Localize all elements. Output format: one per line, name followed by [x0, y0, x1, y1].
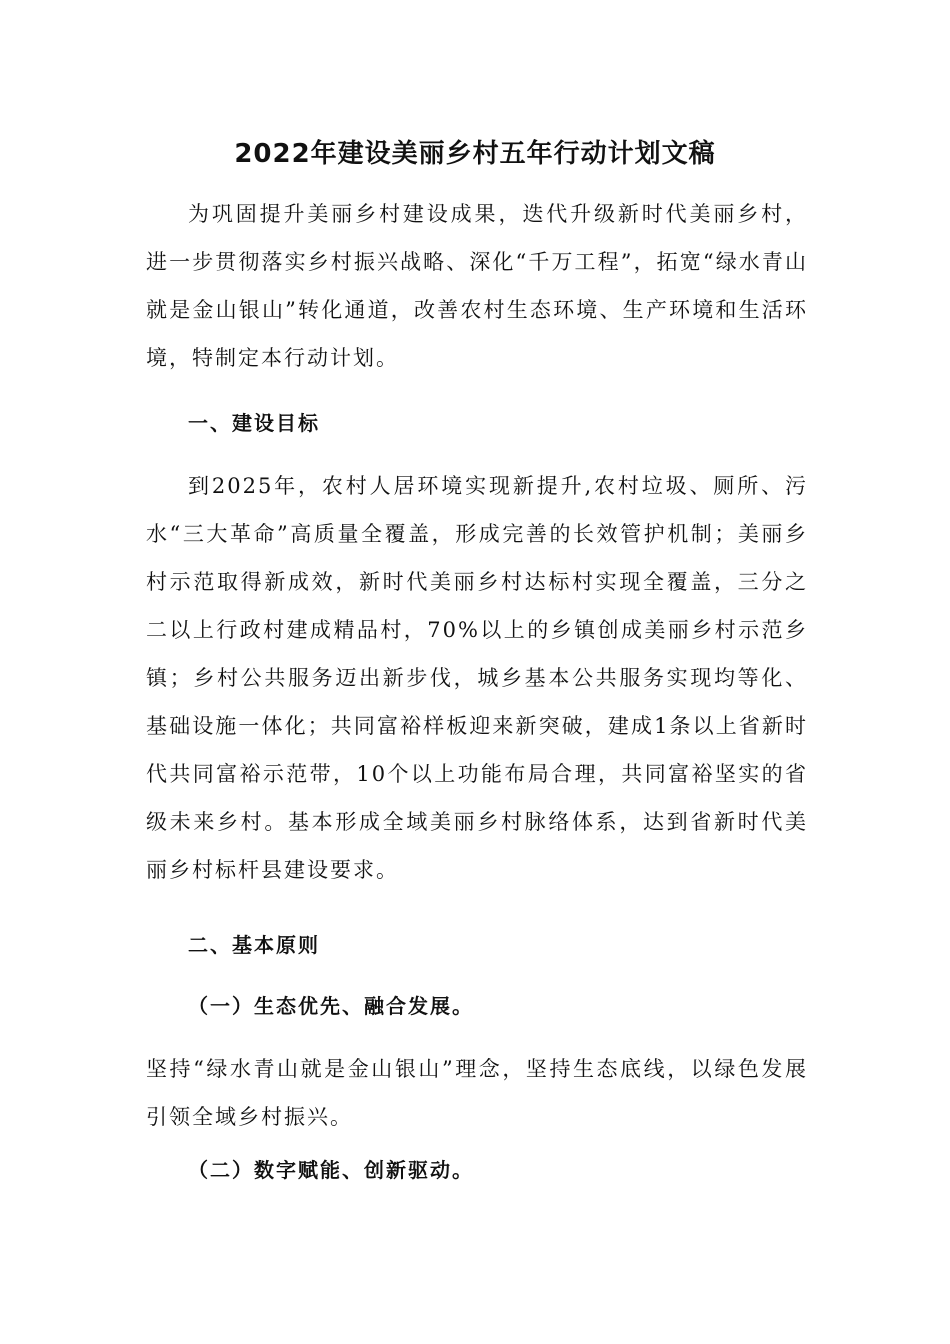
document-title: 2022年建设美丽乡村五年行动计划文稿 — [234, 139, 716, 169]
principle-heading-1: （一）生态优先、融合发展。 — [188, 994, 474, 1018]
goals-paragraph: 到2025年，农村人居环境实现新提升,农村垃圾、厕所、污水“三大革命”高质量全覆盖，形成完善的长效管护机制；美丽乡村示范取得新成效，新时代美丽乡村达标村实现全覆盖，三分之二以上行政村建成精品村，70%以上的乡镇创成美丽乡村示范乡镇；乡村公共服务迈出新步伐，城乡基本公共服务实现均等化、基础设施一体化；共同富裕样板迎来新突破，建成1条以上省新时代共同富裕示范带，10个以上功能布局合理，共同富裕坚实的省级未来乡村。基本形成全域美丽乡村脉络体系，达到省新时代美丽乡村标杆县建设要求。 — [146, 474, 808, 882]
principle-heading-2: （二）数字赋能、创新驱动。 — [188, 1158, 474, 1182]
principle-paragraph-1: 坚持“绿水青山就是金山银山”理念，坚持生态底线，以绿色发展引领全域乡村振兴。 — [146, 1057, 808, 1129]
intro-paragraph: 为巩固提升美丽乡村建设成果，迭代升级新时代美丽乡村，进一步贯彻落实乡村振兴战略、深化“千万工程”，拓宽“绿水青山就是金山银山”转化通道，改善农村生态环境、生产环境和生活环境，特制定本行动计划。 — [146, 202, 808, 370]
section-heading-principles: 二、基本原则 — [188, 933, 320, 957]
section-heading-goals: 一、建设目标 — [188, 411, 320, 435]
